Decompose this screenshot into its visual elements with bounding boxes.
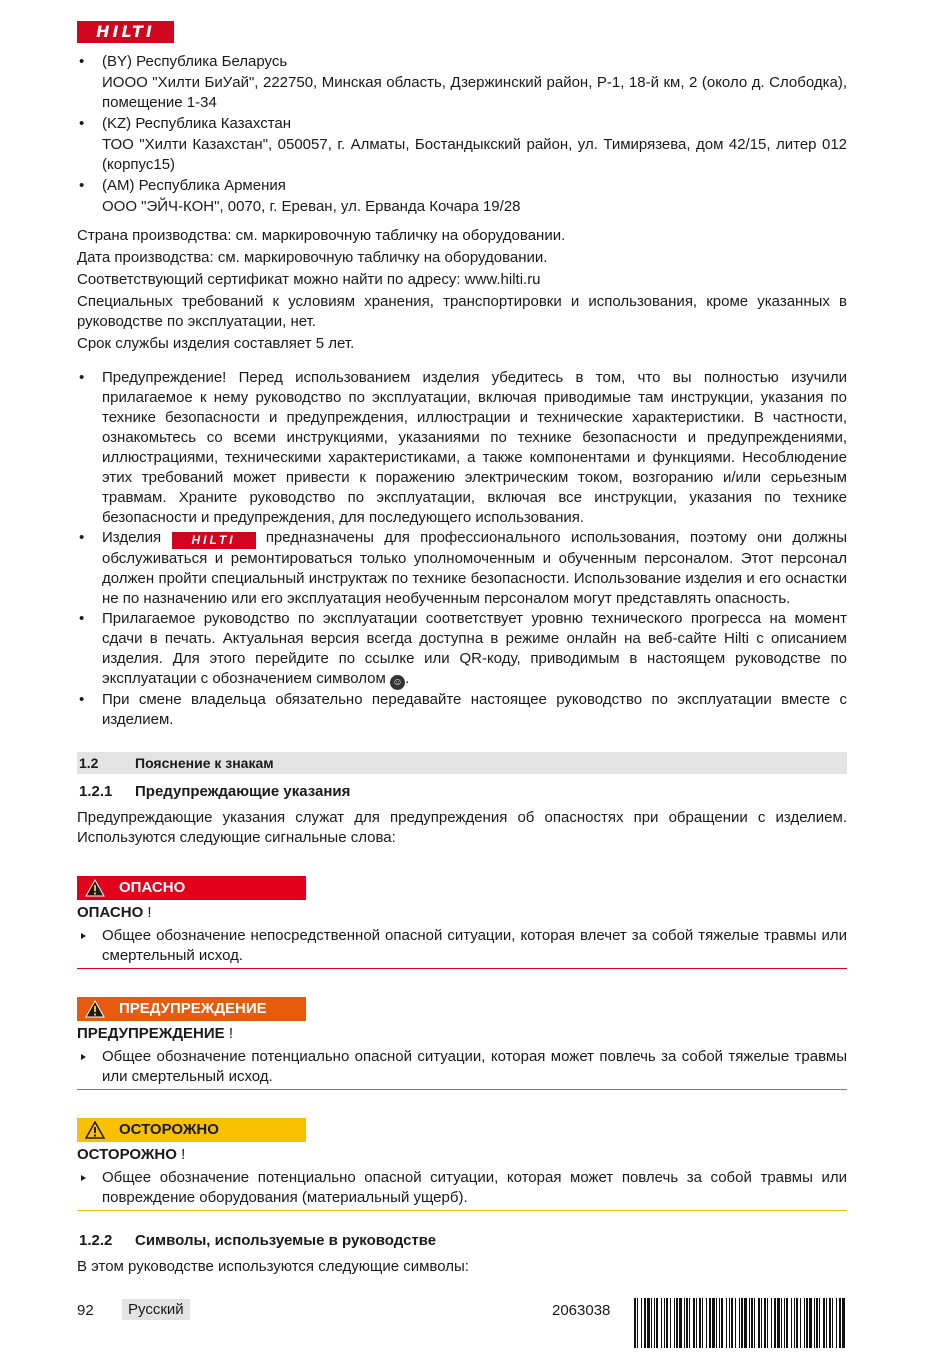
production-date-line: Дата производства: см. маркировочную табличку на оборудовании. xyxy=(77,249,548,266)
subsection-title: Предупреждающие указания xyxy=(135,783,351,800)
address-detail: ТОО "Хилти Казахстан", 050057, г. Алматы, Бостандыкский район, ул. Тимирязева, дом 42/15, литер 012 (корпус15) xyxy=(102,136,847,173)
address-country: • (AM) Республика Армения xyxy=(77,176,847,196)
signal-word-exclaim: ! xyxy=(176,1146,186,1163)
warning-badge xyxy=(77,997,306,1021)
signal-description: Общее обозначение потенциально опасной ситуации, которая может повлечь за собой травмы или повреждение оборудования (материальный ущерб). xyxy=(77,1168,847,1208)
signal-description: Общее обозначение потенциально опасной ситуации, которая может повлечь за собой тяжелые травмы или смертельный исход. xyxy=(77,1047,847,1087)
warning-divider xyxy=(77,1089,847,1090)
production-country-line: Страна производства: см. маркировочную табличку на оборудовании. xyxy=(77,227,566,244)
signal-word-text: ОПАСНО xyxy=(77,904,144,921)
warning-triangle-icon xyxy=(85,1000,105,1018)
signal-word xyxy=(77,903,847,923)
subsection-number: 1.2.1 xyxy=(79,783,113,800)
signal-word-exclaim: ! xyxy=(143,904,152,921)
hilti-logo: HILTI xyxy=(77,21,174,43)
address-country: • (KZ) Республика Казахстан xyxy=(77,114,847,134)
signal-word-text: ОСТОРОЖНО xyxy=(77,1146,177,1163)
signal-word-exclaim: ! xyxy=(224,1025,233,1042)
signal-word xyxy=(77,1024,847,1044)
language-label: Русский xyxy=(122,1299,190,1320)
caution-divider xyxy=(77,1210,847,1211)
danger-divider xyxy=(77,968,847,969)
address-list xyxy=(77,52,847,217)
signal-description: Общее обозначение непосредственной опасной ситуации, которая влечет за собой тяжелые травмы или смертельный исход. xyxy=(77,926,847,966)
subsection-heading-1-2-1 xyxy=(77,782,847,802)
subsection-number: 1.2.2 xyxy=(79,1232,113,1249)
warning-text: Изделия xyxy=(102,529,162,546)
section-number: 1.2 xyxy=(79,755,99,771)
hilti-inline-logo: HILTI xyxy=(172,532,256,549)
signal-word-text: ПРЕДУПРЕЖДЕНИЕ xyxy=(77,1025,225,1042)
badge-label: ОПАСНО xyxy=(119,879,186,896)
document-code: 2063038 xyxy=(552,1302,611,1319)
certificate-line: Соответствующий сертификат можно найти по адресу: www.hilti.ru xyxy=(77,271,541,288)
qr-link-icon: ☺ xyxy=(390,675,405,690)
storage-requirements-line: Специальных требований к условиям хранения, транспортировки и использования, кроме указанных в руководстве по эксплуатации, нет. xyxy=(77,293,847,330)
warning-triangle-icon xyxy=(85,879,105,897)
subsection-intro: Предупреждающие указания служат для предупреждения об опасностях при обращении с изделием. Используются следующие сигнальные слова: xyxy=(77,809,847,846)
warning-bullet: • Предупреждение! Перед использованием изделия убедитесь в том, что вы полностью изучили прилагаемое к нему руководство по эксплуатации, включая приводимые там инструкции, указания по технике безопасности и предупреждения, иллюстрации и технические характеристики. В частности, ознакомьтесь со всеми инструкциями, указаниями по технике безопасности и предупреждениями, иллюстрациями, техническими характеристиками, а также компонентами и функциями. Несоблюдение этих требований может привести к поражению электрическим током, возгоранию и/или серьезным травмам. Храните руководство по эксплуатации, включая все инструкции, указания по технике безопасности и предупреждения, для последующего использования. xyxy=(77,368,847,528)
warning-bullet: • При смене владельца обязательно передавайте настоящее руководство по эксплуатации вместе с изделием. xyxy=(77,690,847,730)
address-country: • (BY) Республика Беларусь xyxy=(77,52,847,72)
address-detail: ИООО "Хилти БиУай", 222750, Минская область, Дзержинский район, Р-1, 18-й км, 2 (около д. Слободка), помещение 1-34 xyxy=(102,74,847,111)
warning-text: предназначены для профессионального использования, поэтому они должны обслуживаться и ремонтироваться только уполномоченным и обученным персоналом. Этот персонал должен пройти специальный инструктаж по технике безопасности. Использование изделия и его оснастки не по назначению или его эксплуатация необученным персоналом могут представлять опасность. xyxy=(102,529,848,607)
danger-badge xyxy=(77,876,306,900)
subsection-intro: В этом руководстве используются следующие символы: xyxy=(77,1258,469,1275)
page-number: 92 xyxy=(77,1302,94,1319)
service-life-line: Срок службы изделия составляет 5 лет. xyxy=(77,335,355,352)
badge-label: ОСТОРОЖНО xyxy=(119,1121,219,1138)
warning-bullet xyxy=(77,609,847,690)
subsection-heading-1-2-2 xyxy=(77,1231,847,1251)
section-title: Пояснение к знакам xyxy=(135,755,274,771)
barcode xyxy=(634,1298,847,1348)
warning-bullet xyxy=(77,528,847,609)
signal-word xyxy=(77,1145,847,1165)
address-detail: ООО "ЭЙЧ-КОН", 0070, г. Ереван, ул. Ерванда Кочара 19/28 xyxy=(102,198,521,215)
caution-badge xyxy=(77,1118,306,1142)
badge-label: ПРЕДУПРЕЖДЕНИЕ xyxy=(119,1000,267,1017)
page-content xyxy=(77,52,847,1277)
warning-text: Прилагаемое руководство по эксплуатации соответствует уровню технического прогресса на момент сдачи в печать. Актуальная версия всегда доступна в режиме онлайн на веб-сайте Hilti с описанием изделия. Для этого перейдите по ссылке или QR-коду, приводимым в настоящем руководстве по эксплуатации с обозначением символом xyxy=(102,610,847,687)
subsection-title: Символы, используемые в руководстве xyxy=(135,1232,437,1249)
warning-triangle-icon xyxy=(85,1121,105,1139)
section-heading-1-2 xyxy=(77,752,847,774)
warning-text-end: . xyxy=(405,670,410,687)
